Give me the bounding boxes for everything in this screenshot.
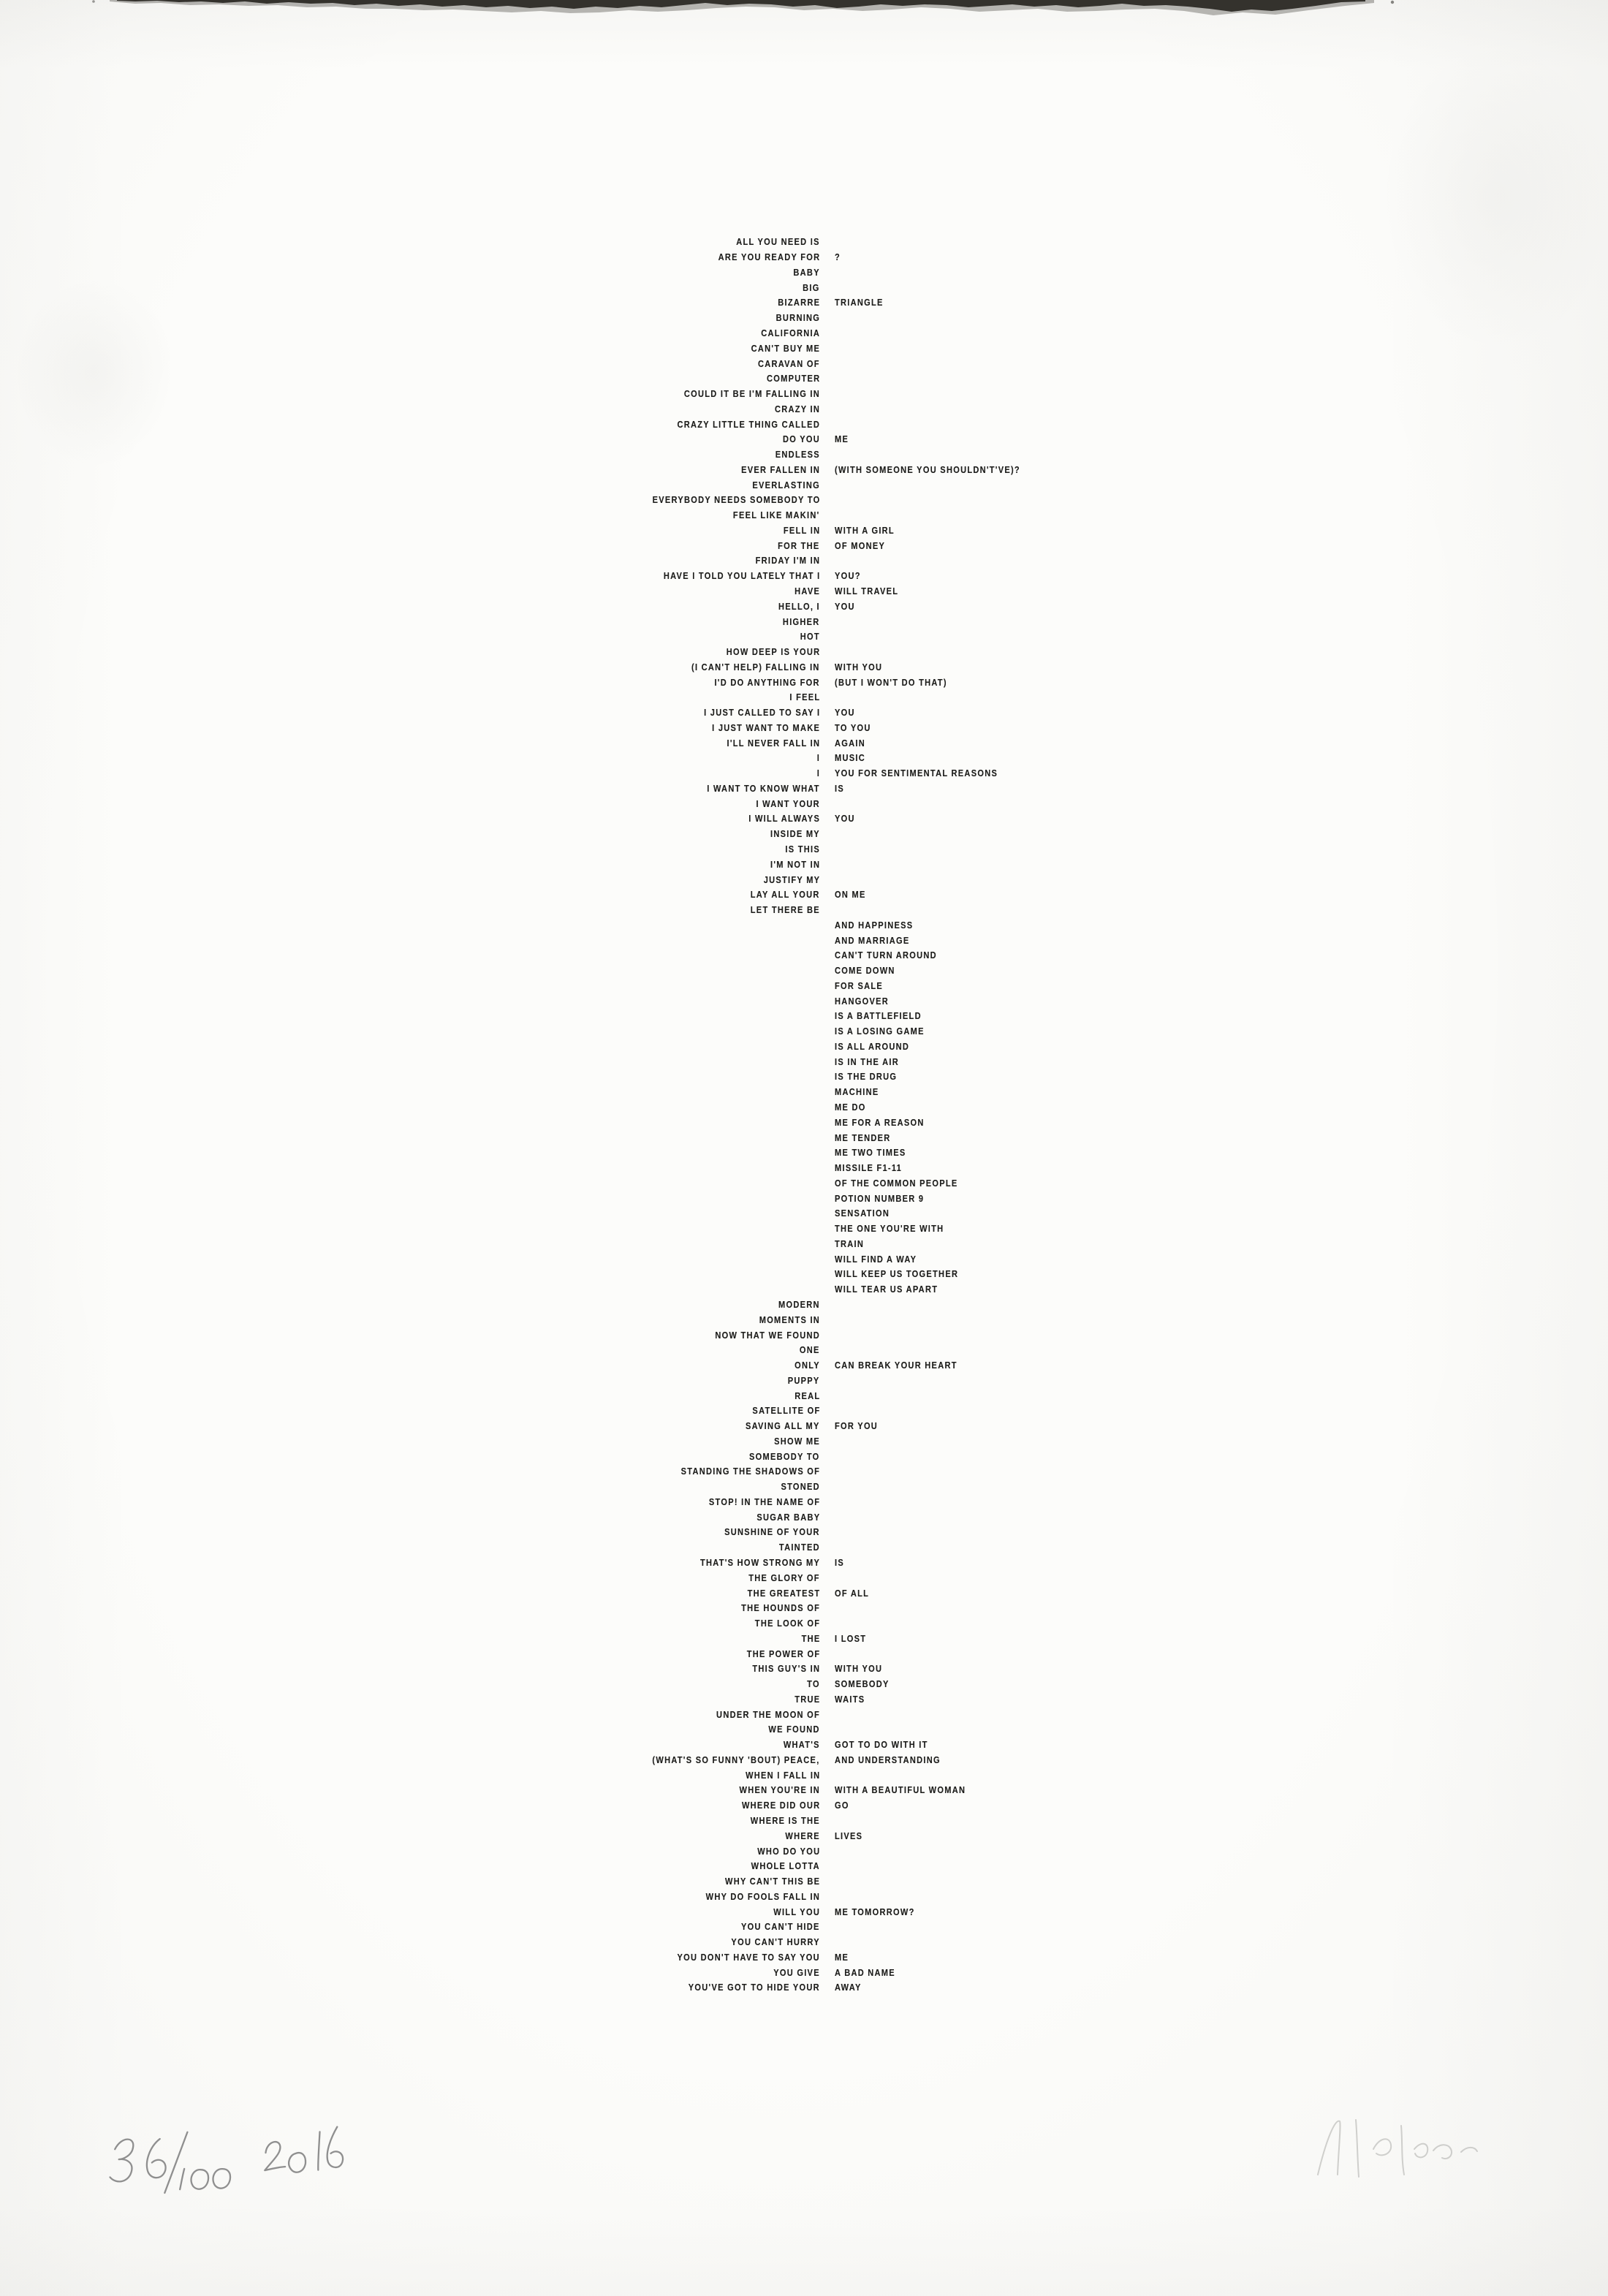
song-fragment-right: AND MARRIAGE — [835, 934, 910, 946]
song-line — [0, 1085, 1608, 1100]
song-fragment-right: WITH A GIRL — [835, 524, 895, 536]
song-line — [0, 1479, 1608, 1495]
song-line — [0, 1206, 1608, 1221]
song-line — [0, 705, 1608, 721]
song-line — [0, 1616, 1608, 1632]
song-fragment-right: WILL TEAR US APART — [835, 1284, 938, 1295]
song-fragment-right: AWAY — [835, 1982, 862, 1993]
song-line — [0, 872, 1608, 887]
song-fragment-left: SHOW ME — [774, 1435, 820, 1447]
song-fragment-left: YOU GIVE — [773, 1966, 820, 1978]
song-fragment-right: IS THE DRUG — [835, 1071, 898, 1083]
song-line — [0, 1267, 1608, 1282]
song-line — [0, 1601, 1608, 1616]
song-line — [0, 948, 1608, 963]
song-line — [0, 1738, 1608, 1753]
song-line — [0, 614, 1608, 629]
song-fragment-left: THE HOUNDS OF — [740, 1602, 820, 1614]
song-fragment-left: HOW DEEP IS YOUR — [726, 646, 820, 658]
song-fragment-left: I WILL ALWAYS — [748, 813, 820, 825]
song-line — [0, 811, 1608, 827]
song-line — [0, 1692, 1608, 1708]
song-fragment-right: MISSILE F1-11 — [835, 1162, 903, 1174]
song-fragment-right: AND UNDERSTANDING — [835, 1754, 941, 1765]
song-line — [0, 553, 1608, 569]
song-line — [0, 1009, 1608, 1024]
song-line — [0, 569, 1608, 584]
song-fragment-right: GOT TO DO WITH IT — [835, 1739, 928, 1751]
song-fragment-left: WILL YOU — [773, 1906, 820, 1917]
song-line — [0, 447, 1608, 463]
song-fragment-right: OF THE COMMON PEOPLE — [835, 1177, 958, 1189]
song-fragment-right: HANGOVER — [835, 995, 890, 1007]
song-line — [0, 842, 1608, 857]
song-line — [0, 1646, 1608, 1662]
song-fragment-right: ON ME — [835, 889, 866, 901]
song-line — [0, 1889, 1608, 1904]
song-fragment-right: CAN BREAK YOUR HEART — [835, 1360, 957, 1371]
song-fragment-left: THE — [801, 1632, 820, 1644]
song-fragment-left: HAVE I TOLD YOU LATELY THAT I — [663, 570, 820, 582]
song-line — [0, 538, 1608, 553]
song-line — [0, 1175, 1608, 1191]
song-line — [0, 1495, 1608, 1510]
song-line — [0, 827, 1608, 842]
song-fragment-left: WHEN YOU'RE IN — [739, 1784, 820, 1796]
song-fragment-right: ME — [835, 433, 849, 445]
song-line — [0, 1814, 1608, 1829]
song-fragment-left: THE POWER OF — [746, 1648, 820, 1659]
song-fragment-left: ONLY — [794, 1360, 820, 1371]
song-fragment-left: ONE — [800, 1344, 820, 1356]
song-fragment-left: YOU'VE GOT TO HIDE YOUR — [688, 1982, 820, 1993]
song-line — [0, 326, 1608, 341]
song-fragment-left: I'M NOT IN — [770, 858, 820, 870]
song-line — [0, 1920, 1608, 1935]
song-line — [0, 1373, 1608, 1388]
song-fragment-left: BURNING — [775, 312, 820, 324]
song-line — [0, 1859, 1608, 1874]
song-fragment-right: YOU FOR SENTIMENTAL REASONS — [835, 768, 998, 779]
song-fragment-left: TRUE — [794, 1693, 820, 1705]
song-line — [0, 508, 1608, 523]
song-fragment-left: I'D DO ANYTHING FOR — [714, 676, 820, 688]
song-fragment-left: SOMEBODY TO — [749, 1450, 820, 1462]
song-line — [0, 917, 1608, 933]
song-fragment-left: I — [816, 768, 820, 779]
song-fragment-left: CALIFORNIA — [761, 327, 820, 338]
song-line — [0, 599, 1608, 614]
song-fragment-left: NOW THAT WE FOUND — [715, 1329, 820, 1341]
song-line — [0, 477, 1608, 493]
song-fragment-right: IS IN THE AIR — [835, 1056, 900, 1067]
song-line — [0, 796, 1608, 811]
song-fragment-left: WHO DO YOU — [756, 1845, 820, 1857]
song-line — [0, 341, 1608, 356]
song-fragment-left: BIZARRE — [777, 297, 820, 308]
song-line — [0, 1388, 1608, 1403]
song-line — [0, 1844, 1608, 1859]
song-fragment-left: REAL — [794, 1390, 820, 1401]
song-line — [0, 933, 1608, 948]
song-fragment-left: MOMENTS IN — [759, 1314, 820, 1325]
song-line — [0, 993, 1608, 1009]
song-fragment-right: SOMEBODY — [835, 1678, 890, 1690]
song-line — [0, 1130, 1608, 1145]
song-fragment-left: THIS GUY'S IN — [752, 1663, 820, 1675]
edition-and-year-inscription — [92, 2119, 358, 2210]
song-fragment-right: ME TWO TIMES — [835, 1147, 906, 1159]
song-fragment-left: EVERLASTING — [752, 479, 820, 490]
song-fragment-left: TAINTED — [779, 1542, 820, 1553]
song-fragment-left: UNDER THE MOON OF — [716, 1708, 820, 1720]
song-fragment-right: WILL FIND A WAY — [835, 1253, 917, 1265]
song-line — [0, 1161, 1608, 1176]
song-fragment-left: THE GLORY OF — [748, 1572, 820, 1583]
song-line — [0, 311, 1608, 326]
song-line — [0, 645, 1608, 660]
song-line — [0, 1509, 1608, 1525]
song-line — [0, 887, 1608, 903]
song-fragment-right: OF MONEY — [835, 539, 886, 551]
song-line — [0, 690, 1608, 705]
song-fragment-right: (WITH SOMEONE YOU SHOULDN'T'VE)? — [835, 463, 1020, 475]
song-fragment-right: A BAD NAME — [835, 1966, 895, 1978]
song-line — [0, 766, 1608, 781]
song-fragment-right: POTION NUMBER 9 — [835, 1192, 925, 1204]
song-line — [0, 1631, 1608, 1646]
song-line — [0, 1783, 1608, 1798]
song-line — [0, 1464, 1608, 1479]
song-line — [0, 1024, 1608, 1039]
song-line — [0, 432, 1608, 447]
song-line — [0, 493, 1608, 508]
song-fragment-left: THE LOOK OF — [754, 1618, 820, 1629]
song-fragment-right: THE ONE YOU'RE WITH — [835, 1223, 944, 1235]
song-line — [0, 1449, 1608, 1464]
song-line — [0, 356, 1608, 371]
song-fragment-right: FOR YOU — [835, 1420, 879, 1432]
song-line — [0, 1677, 1608, 1692]
song-fragment-left: THE GREATEST — [747, 1587, 820, 1599]
song-fragment-left: EVERYBODY NEEDS SOMEBODY TO — [652, 494, 820, 506]
song-line — [0, 1965, 1608, 1980]
song-fragment-left: STOP! IN THE NAME OF — [708, 1496, 820, 1507]
song-fragment-right: SENSATION — [835, 1208, 890, 1219]
song-line — [0, 1556, 1608, 1571]
song-fragment-left: WHOLE LOTTA — [751, 1860, 820, 1872]
song-fragment-left: HAVE — [794, 585, 820, 596]
song-line — [0, 1540, 1608, 1556]
song-line — [0, 659, 1608, 675]
song-line — [0, 1419, 1608, 1434]
song-line — [0, 1343, 1608, 1358]
song-line — [0, 417, 1608, 432]
scan-edge-artifact — [0, 0, 1608, 19]
song-line — [0, 401, 1608, 417]
song-fragment-left: I'LL NEVER FALL IN — [727, 737, 820, 749]
song-fragment-right: YOU — [835, 600, 855, 612]
song-fragment-right: ME — [835, 1951, 849, 1963]
song-line — [0, 963, 1608, 979]
song-fragment-left: COMPUTER — [766, 373, 820, 384]
song-fragment-left: ARE YOU READY FOR — [718, 251, 820, 263]
song-line — [0, 1069, 1608, 1085]
song-fragment-left: JUSTIFY MY — [763, 874, 820, 885]
song-fragment-left: WHY CAN'T THIS BE — [724, 1876, 820, 1887]
song-line — [0, 1312, 1608, 1327]
song-fragment-left: EVER FALLEN IN — [740, 463, 820, 475]
song-line — [0, 1115, 1608, 1130]
song-fragment-right: IS — [835, 1556, 845, 1568]
artist-signature — [1297, 2105, 1517, 2193]
song-line — [0, 675, 1608, 690]
song-line — [0, 1950, 1608, 1966]
song-fragment-left: WHEN I FALL IN — [745, 1769, 820, 1781]
song-line — [0, 1828, 1608, 1844]
song-line — [0, 1980, 1608, 1996]
song-fragment-left: CRAZY LITTLE THING CALLED — [677, 418, 820, 430]
song-fragment-left: YOU CAN'T HIDE — [741, 1921, 820, 1933]
song-fragment-right: ME DO — [835, 1102, 866, 1113]
song-line — [0, 1100, 1608, 1115]
song-fragment-right: IS ALL AROUND — [835, 1040, 910, 1052]
song-fragment-right: YOU? — [835, 570, 861, 582]
song-fragment-left: YOU DON'T HAVE TO SAY YOU — [677, 1951, 820, 1963]
song-line — [0, 1662, 1608, 1677]
song-line — [0, 979, 1608, 994]
song-fragment-left: YOU CAN'T HURRY — [731, 1936, 820, 1948]
song-fragment-left: FEEL LIKE MAKIN' — [733, 509, 820, 521]
song-fragment-left: STANDING THE SHADOWS OF — [680, 1466, 820, 1477]
song-fragment-right: LIVES — [835, 1830, 863, 1841]
song-fragment-right: WILL TRAVEL — [835, 585, 899, 596]
song-fragment-left: WHAT'S — [784, 1739, 820, 1751]
song-fragment-left: THAT'S HOW STRONG MY — [699, 1556, 820, 1568]
song-line — [0, 1282, 1608, 1297]
song-line — [0, 1251, 1608, 1267]
song-fragment-left: WHERE IS THE — [750, 1815, 820, 1826]
song-line — [0, 1403, 1608, 1419]
song-fragment-left: HIGHER — [783, 615, 820, 627]
song-line — [0, 280, 1608, 295]
song-line — [0, 1904, 1608, 1920]
song-fragment-right: COME DOWN — [835, 965, 895, 977]
song-fragment-left: I JUST WANT TO MAKE — [711, 721, 820, 733]
song-line — [0, 295, 1608, 311]
song-line — [0, 721, 1608, 736]
song-fragment-left: SATELLITE OF — [751, 1405, 820, 1417]
song-fragment-left: SUNSHINE OF YOUR — [724, 1526, 820, 1538]
song-fragment-left: FRIDAY I'M IN — [755, 555, 820, 567]
song-fragment-left: CRAZY IN — [774, 403, 820, 414]
song-line — [0, 387, 1608, 402]
song-fragment-right: WITH A BEAUTIFUL WOMAN — [835, 1784, 966, 1796]
song-fragment-left: BABY — [793, 266, 820, 278]
song-line — [0, 235, 1608, 250]
song-fragment-right: YOU — [835, 813, 855, 825]
song-line — [0, 1525, 1608, 1540]
song-fragment-left: INSIDE MY — [770, 828, 820, 840]
song-line — [0, 1570, 1608, 1585]
song-fragment-left: SAVING ALL MY — [746, 1420, 820, 1432]
song-fragment-right: WILL KEEP US TOGETHER — [835, 1268, 959, 1280]
song-line — [0, 1935, 1608, 1950]
song-fragment-right: ME TENDER — [835, 1132, 891, 1143]
song-fragment-right: AND HAPPINESS — [835, 919, 914, 931]
song-line — [0, 903, 1608, 918]
song-fragment-right: FOR SALE — [835, 980, 884, 991]
song-fragment-left: BIG — [803, 281, 820, 293]
song-fragment-left: (I CAN'T HELP) FALLING IN — [691, 661, 820, 672]
song-fragment-left: I — [816, 752, 820, 764]
song-line — [0, 1722, 1608, 1738]
song-fragment-left: WE FOUND — [768, 1724, 820, 1735]
song-fragment-left: DO YOU — [782, 433, 820, 445]
song-fragment-left: FOR THE — [778, 539, 820, 551]
song-fragment-right: MUSIC — [835, 752, 865, 764]
song-fragment-right: YOU — [835, 707, 855, 719]
song-fragment-left: ALL YOU NEED IS — [736, 236, 820, 248]
song-line — [0, 1237, 1608, 1252]
song-fragment-left: MODERN — [778, 1298, 820, 1310]
song-fragment-left: FELL IN — [783, 524, 820, 536]
song-line — [0, 1221, 1608, 1237]
song-fragment-left: SUGAR BABY — [756, 1511, 820, 1523]
song-fragment-right: I LOST — [835, 1632, 867, 1644]
song-line — [0, 1874, 1608, 1890]
song-line — [0, 462, 1608, 477]
song-fragment-right: IS A LOSING GAME — [835, 1026, 925, 1037]
song-line — [0, 371, 1608, 387]
song-fragment-right: TRAIN — [835, 1238, 865, 1249]
song-fragment-left: WHERE — [785, 1830, 820, 1841]
song-line — [0, 584, 1608, 599]
song-line — [0, 1433, 1608, 1449]
song-fragment-left: I WANT YOUR — [756, 797, 820, 809]
song-fragment-left: LET THERE BE — [750, 904, 820, 916]
song-line — [0, 1358, 1608, 1374]
song-line — [0, 523, 1608, 539]
song-fragment-left: ENDLESS — [775, 449, 820, 461]
song-fragment-left: WHERE DID OUR — [741, 1800, 820, 1811]
song-fragment-left: (WHAT'S SO FUNNY 'BOUT) PEACE, — [652, 1754, 820, 1765]
song-fragment-right: TRIANGLE — [835, 297, 884, 308]
song-fragment-right: ME FOR A REASON — [835, 1116, 925, 1128]
song-fragment-right: GO — [835, 1800, 849, 1811]
song-line — [0, 1191, 1608, 1206]
song-line — [0, 1707, 1608, 1722]
song-fragment-right: ME TOMORROW? — [835, 1906, 915, 1917]
song-line — [0, 1327, 1608, 1343]
song-fragment-left: LAY ALL YOUR — [751, 889, 820, 901]
song-fragment-right: ? — [835, 251, 841, 263]
song-fragment-left: STONED — [781, 1481, 820, 1493]
song-list — [0, 235, 1608, 1996]
song-line — [0, 781, 1608, 797]
song-fragment-left: COULD IT BE I'M FALLING IN — [683, 388, 820, 400]
song-fragment-left: I JUST CALLED TO SAY I — [703, 707, 820, 719]
song-fragment-left: HELLO, I — [778, 600, 820, 612]
song-line — [0, 1753, 1608, 1768]
song-fragment-left: I WANT TO KNOW WHAT — [707, 782, 820, 794]
song-fragment-right: WITH YOU — [835, 661, 883, 672]
song-fragment-left: CAN'T BUY ME — [751, 342, 820, 354]
song-fragment-right: CAN'T TURN AROUND — [835, 950, 937, 961]
song-line — [0, 1039, 1608, 1055]
song-fragment-right: IS — [835, 782, 845, 794]
song-fragment-right: TO YOU — [835, 721, 871, 733]
song-fragment-right: OF ALL — [835, 1587, 870, 1599]
song-fragment-left: CARAVAN OF — [758, 357, 820, 369]
song-line — [0, 751, 1608, 766]
song-line — [0, 1297, 1608, 1313]
song-line — [0, 735, 1608, 751]
song-fragment-left: WHY DO FOOLS FALL IN — [705, 1890, 820, 1902]
song-line — [0, 1054, 1608, 1069]
song-fragment-left: IS THIS — [785, 844, 820, 855]
song-fragment-right: IS A BATTLEFIELD — [835, 1010, 922, 1022]
song-fragment-right: WITH YOU — [835, 1663, 883, 1675]
song-line — [0, 629, 1608, 645]
song-fragment-right: (BUT I WON'T DO THAT) — [835, 676, 947, 688]
song-line — [0, 265, 1608, 281]
song-line — [0, 250, 1608, 265]
song-fragment-left: I FEEL — [789, 692, 820, 703]
song-fragment-right: WAITS — [835, 1693, 865, 1705]
song-fragment-left: HOT — [800, 631, 820, 643]
song-line — [0, 1768, 1608, 1783]
song-line — [0, 1798, 1608, 1814]
song-line — [0, 1585, 1608, 1601]
song-fragment-right: AGAIN — [835, 737, 865, 749]
song-line — [0, 1145, 1608, 1161]
song-fragment-left: TO — [807, 1678, 820, 1690]
song-fragment-left: PUPPY — [788, 1374, 820, 1386]
song-fragment-right: MACHINE — [835, 1086, 879, 1098]
song-line — [0, 857, 1608, 872]
